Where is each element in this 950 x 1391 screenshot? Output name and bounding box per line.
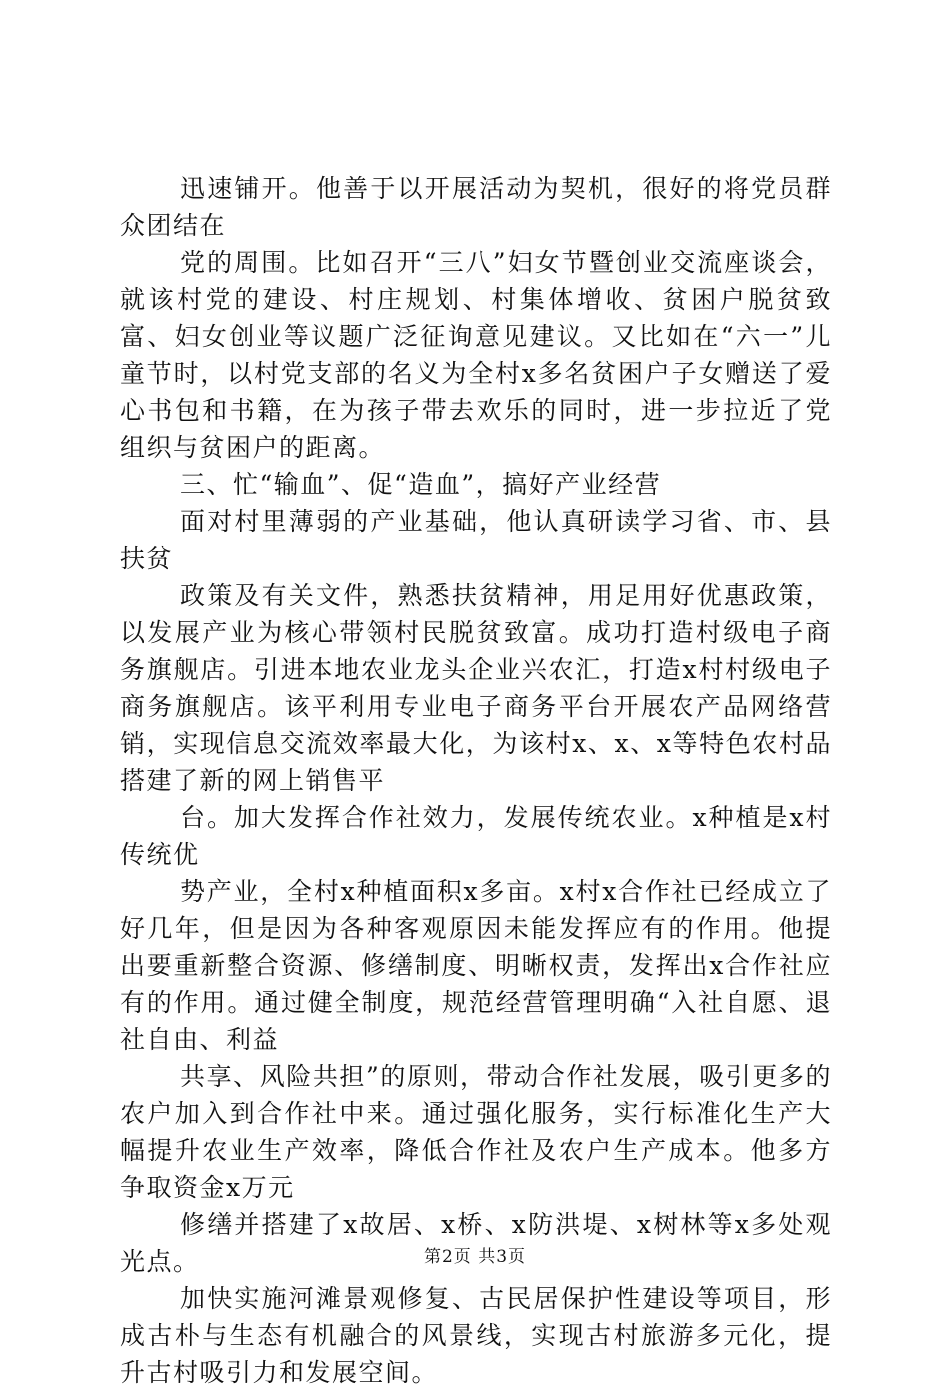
- paragraph: 迅速铺开。他善于以开展活动为契机，很好的将党员群众团结在: [120, 174, 832, 240]
- paragraph: 共享、风险共担”的原则，带动合作社发展，吸引更多的农户加入到合作社中来。通过强化服务，实行标准化生产大幅提升农业生产效率，降低合作社及农户生产成本。他多方争取资金x万元: [120, 1062, 832, 1202]
- paragraph: 势产业，全村x种植面积x多亩。x村x合作社已经成立了好几年，但是因为各种客观原因未能发挥应有的作用。他提出要重新整合资源、修缮制度、明晰权责，发挥出x合作社应有的作用。通过健全制度，规范经营管理明确“入社自愿、退社自由、利益: [120, 877, 832, 1054]
- paragraph: 加快实施河滩景观修复、古民居保护性建设等项目，形成古朴与生态有机融合的风景线，实现古村旅游多元化，提升古村吸引力和发展空间。: [120, 1284, 832, 1387]
- paragraph: 台。加大发挥合作社效力，发展传统农业。x种植是x村传统优: [120, 803, 832, 869]
- paragraph: 党的周围。比如召开“三八”妇女节暨创业交流座谈会，就该村党的建设、村庄规划、村集体增收、贫困户脱贫致富、妇女创业等议题广泛征询意见建议。又比如在“六一”儿童节时，以村党支部的名义为全村x多名贫困户子女赠送了爱心书包和书籍，在为孩子带去欢乐的同时，进一步拉近了党组织与贫困户的距离。: [120, 248, 832, 462]
- section-heading: 三、忙“输血”、促“造血”，搞好产业经营: [180, 470, 662, 499]
- document-body: [120, 170, 832, 1391]
- paragraph: 修缮并搭建了x故居、x桥、x防洪堤、x树林等x多处观光点。: [120, 1210, 832, 1276]
- paragraph: 面对村里薄弱的产业基础，他认真研读学习省、市、县扶贫: [120, 507, 832, 573]
- page-footer: 第2页 共3页: [423, 1247, 527, 1267]
- paragraph: 政策及有关文件，熟悉扶贫精神，用足用好优惠政策，以发展产业为核心带领村民脱贫致富。成功打造村级电子商务旗舰店。引进本地农业龙头企业兴农汇，打造x村村级电子商务旗舰店。该平利用专业电子商务平台开展农产品网络营销，实现信息交流效率最大化，为该村x、x、x等特色农村品搭建了新的网上销售平: [120, 581, 832, 795]
